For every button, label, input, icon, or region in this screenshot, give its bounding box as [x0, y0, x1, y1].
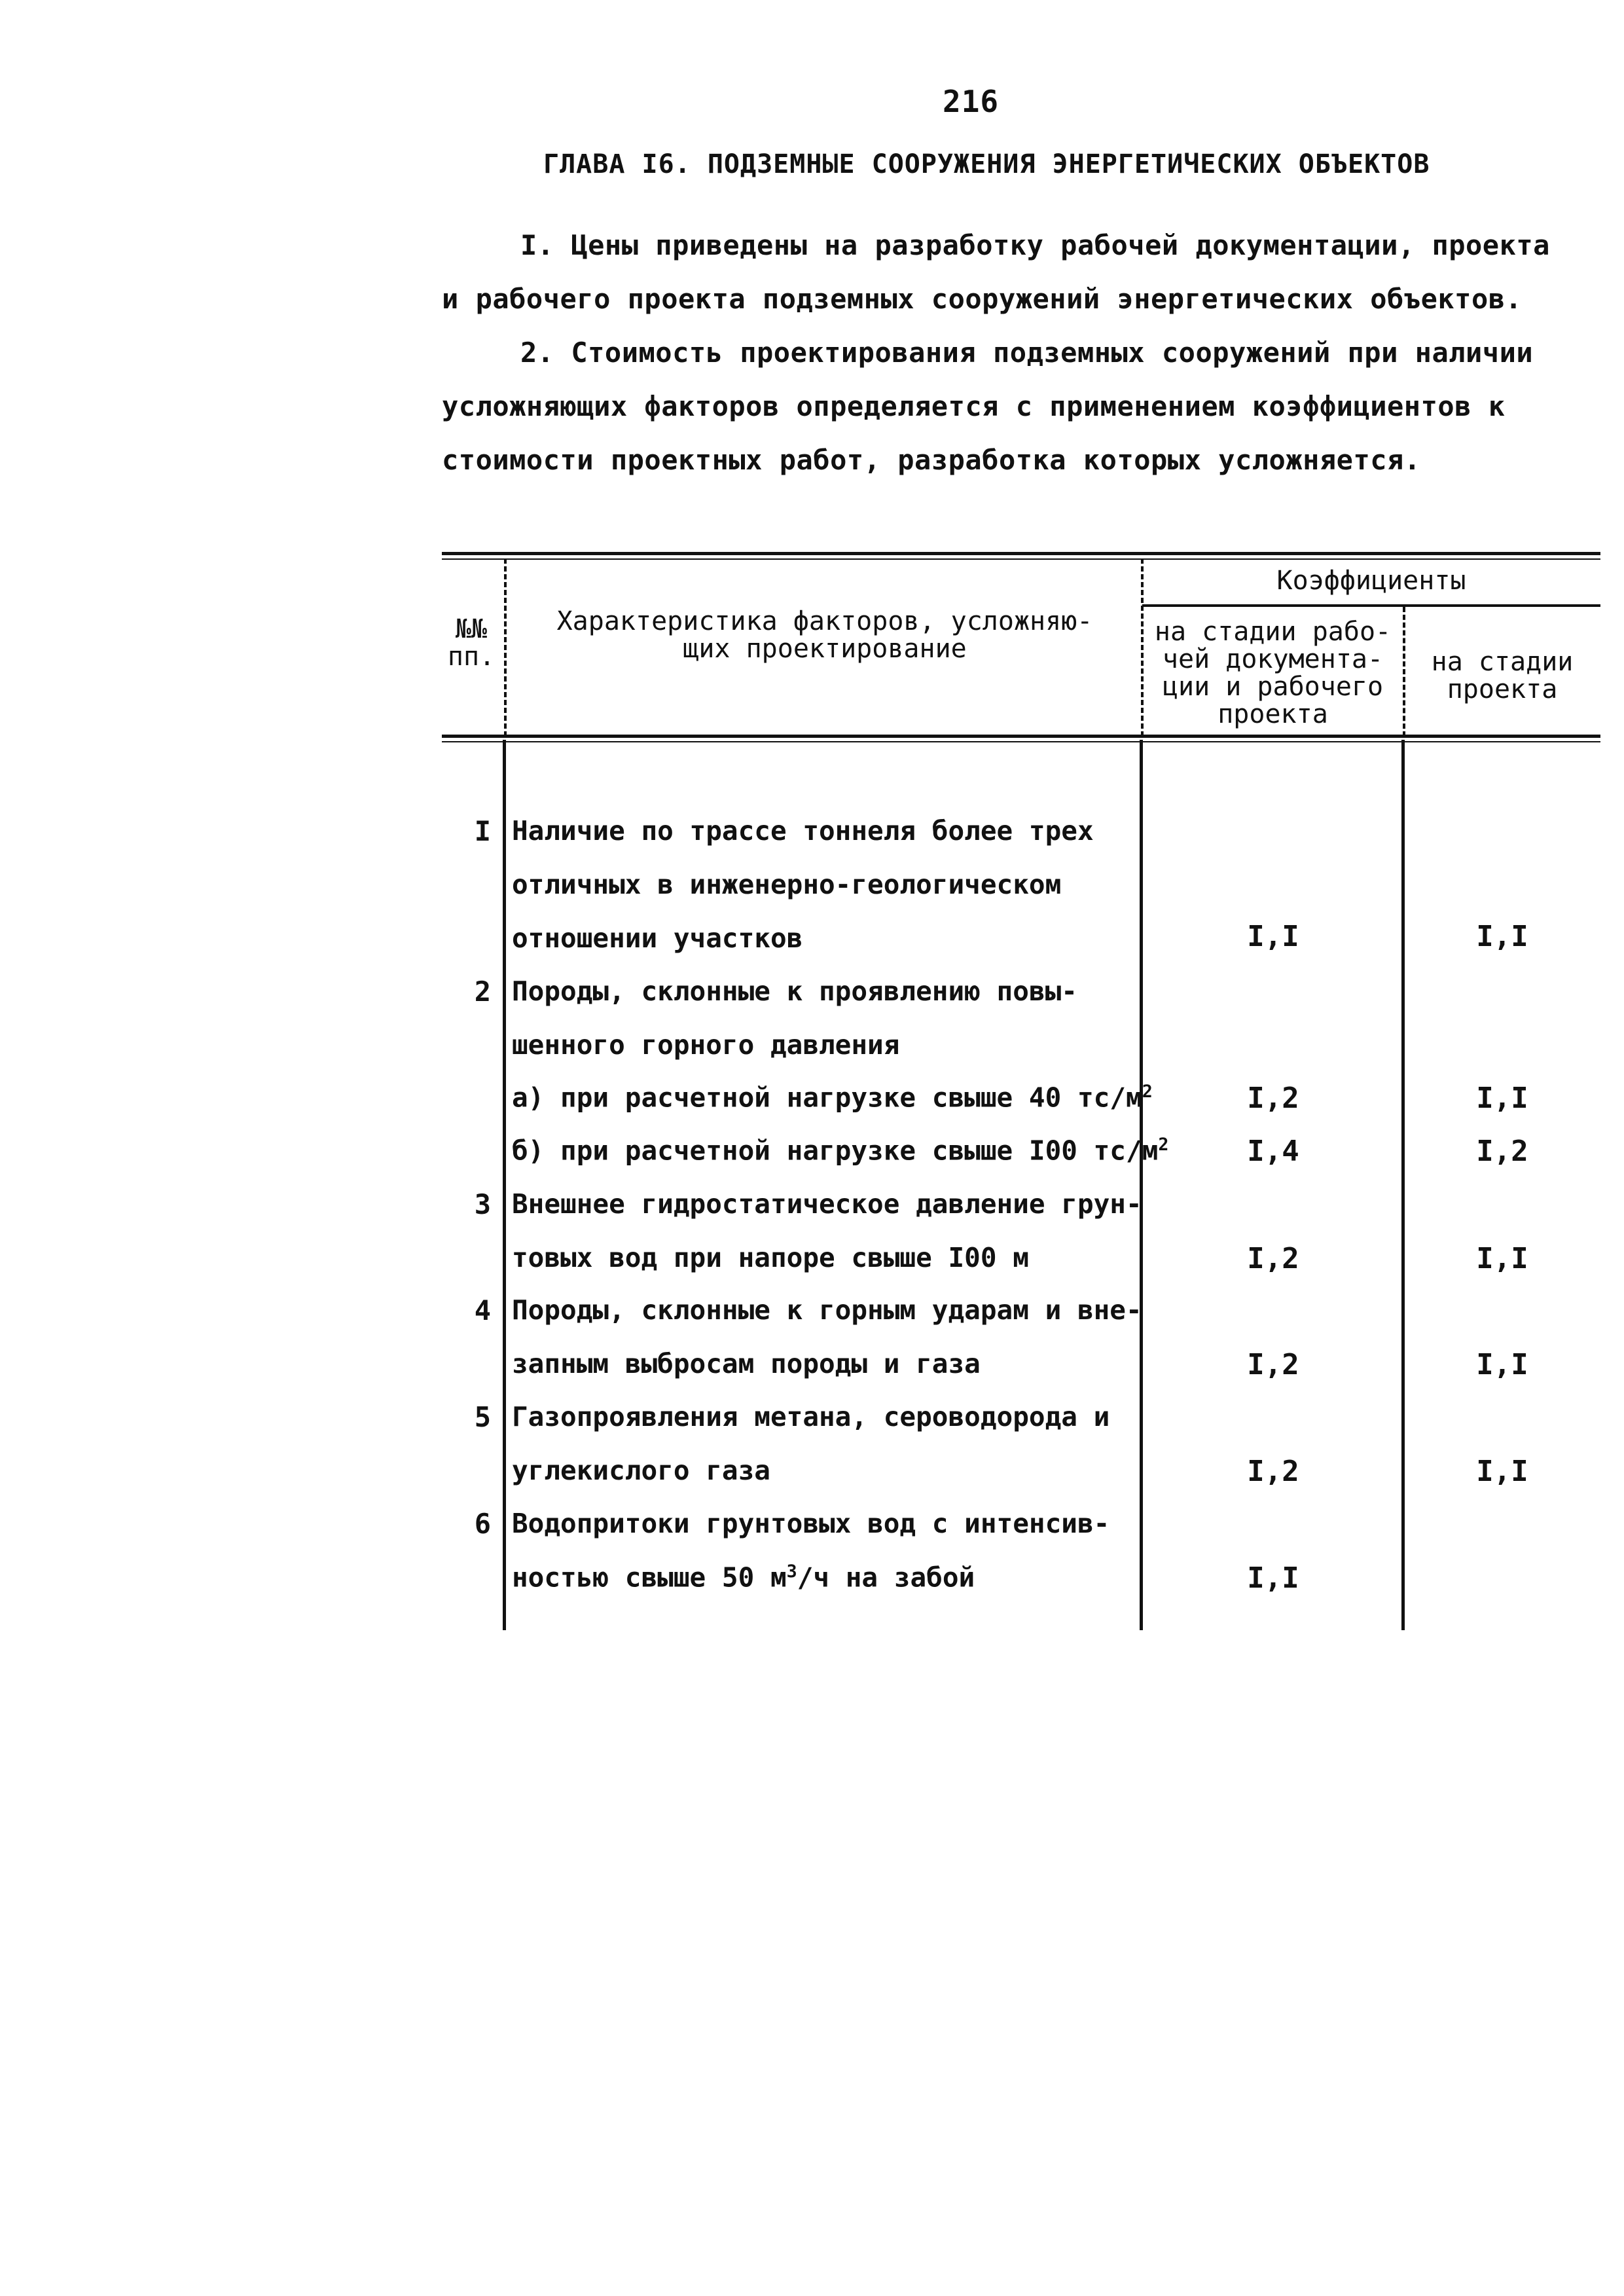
paragraph-2-line-3: стоимости проектных работ, разработка которых усложняется. — [442, 444, 1421, 476]
paragraph-1-line-1: I. Цены приведены на разработку рабочей документации, проекта — [520, 229, 1550, 261]
row-5-coef-workdoc: I,2 — [1247, 1455, 1299, 1488]
row-2-number: 2 — [474, 975, 491, 1008]
row-5-number: 5 — [474, 1401, 491, 1433]
row-2a-sup: 2 — [1142, 1082, 1153, 1102]
row-3-coef-workdoc: I,2 — [1247, 1242, 1299, 1275]
row-1-text-line-3: отношении участков — [512, 922, 803, 954]
row-2b-coef-workdoc: I,4 — [1247, 1135, 1299, 1168]
coef-group-rule — [1142, 604, 1600, 607]
row-1-coef-project: I,I — [1476, 920, 1528, 953]
row-4-number: 4 — [474, 1294, 491, 1326]
row-6-text-line-2 — [512, 1561, 975, 1594]
row-2b-label: б) при расчетной нагрузке свыше I00 тс/м — [512, 1135, 1159, 1167]
header-stage-workdoc — [1147, 618, 1399, 728]
header-stage2-line-2: проекта — [1447, 674, 1558, 704]
header-divider-3 — [1403, 607, 1405, 737]
row-6-text-part-b: /ч на забой — [797, 1561, 975, 1594]
header-stage1-line-1: на стадии рабо- — [1154, 617, 1392, 647]
paragraph-2-line-1: 2. Стоимость проектирования подземных сооружений при наличии — [520, 337, 1534, 369]
row-6-text-line-1: Водопритоки грунтовых вод с интенсив- — [512, 1508, 1110, 1539]
row-2b-coef-project: I,2 — [1476, 1135, 1528, 1168]
row-3-text-line-1: Внешнее гидростатическое давление грун- — [512, 1188, 1142, 1220]
header-bottom-rule — [442, 735, 1600, 738]
table-top-rule — [442, 552, 1600, 555]
row-3-coef-project: I,I — [1476, 1242, 1528, 1275]
row-1-coef-workdoc: I,I — [1247, 920, 1299, 953]
paragraph-2-line-2: усложняющих факторов определяется с применением коэффициентов к — [442, 390, 1506, 422]
row-6-number: 6 — [474, 1508, 491, 1540]
row-2a-text — [512, 1082, 1153, 1114]
row-3-number: 3 — [474, 1188, 491, 1220]
row-5-text-line-1: Газопроявления метана, сероводорода и — [512, 1401, 1110, 1432]
header-factor-line-2: щих проектирование — [683, 634, 967, 664]
header-number-line-2: пп. — [447, 642, 496, 672]
header-divider-2 — [1141, 558, 1144, 737]
header-stage1-line-3: ции и рабочего — [1162, 672, 1384, 702]
header-factor-line-1: Характеристика факторов, усложняю- — [556, 606, 1093, 636]
row-2-text-line-2: шенного горного давления — [512, 1029, 900, 1061]
body-divider-1 — [503, 740, 506, 1630]
header-coefficients: Коэффициенты — [1276, 566, 1466, 596]
row-4-text-line-2: запным выбросам породы и газа — [512, 1348, 981, 1379]
row-2b-sup: 2 — [1158, 1135, 1169, 1155]
row-1-number: I — [474, 815, 491, 847]
header-stage1-line-4: проекта — [1218, 699, 1328, 729]
row-6-sup: 3 — [786, 1561, 797, 1582]
row-2a-coef-project: I,I — [1476, 1082, 1528, 1115]
header-stage1-line-2: чей документа- — [1162, 644, 1384, 674]
row-4-text-line-1: Породы, склонные к горным ударам и вне- — [512, 1294, 1142, 1326]
row-2-text-line-1: Породы, склонные к проявлению повы- — [512, 975, 1077, 1007]
header-divider-1 — [504, 558, 507, 737]
row-6-coef-workdoc: I,I — [1247, 1561, 1299, 1595]
row-4-coef-project: I,I — [1476, 1348, 1528, 1381]
row-5-text-line-2: углекислого газа — [512, 1455, 770, 1486]
row-2a-coef-workdoc: I,2 — [1247, 1082, 1299, 1115]
row-5-coef-project: I,I — [1476, 1455, 1528, 1488]
table-top-rule-thin — [442, 558, 1600, 560]
body-divider-2 — [1140, 740, 1143, 1630]
row-2b-text — [512, 1135, 1168, 1167]
header-number — [442, 615, 501, 670]
row-1-text-line-1: Наличие по трассе тоннеля более трех — [512, 815, 1094, 847]
header-stage-project — [1407, 648, 1597, 703]
paragraph-1-line-2: и рабочего проекта подземных сооружений энергетических объектов. — [442, 283, 1523, 315]
body-divider-3 — [1401, 740, 1405, 1630]
header-factor — [517, 608, 1132, 663]
header-stage2-line-1: на стадии — [1431, 647, 1574, 677]
row-6-text-part-a: ностью свыше 50 м — [512, 1561, 787, 1594]
page-number: 216 — [943, 84, 1000, 119]
header-number-line-1: №№ — [455, 614, 488, 644]
row-1-text-line-2: отличных в инженерно-геологическом — [512, 869, 1062, 900]
row-3-text-line-2: товых вод при напоре свыше I00 м — [512, 1242, 1029, 1273]
row-4-coef-workdoc: I,2 — [1247, 1348, 1299, 1381]
row-2a-label: а) при расчетной нагрузке свыше 40 тс/м — [512, 1082, 1142, 1114]
chapter-title: ГЛАВА I6. ПОДЗЕМНЫЕ СООРУЖЕНИЯ ЭНЕРГЕТИЧЕСКИХ ОБЪЕКТОВ — [543, 149, 1430, 179]
header-bottom-rule-thin — [442, 741, 1600, 742]
